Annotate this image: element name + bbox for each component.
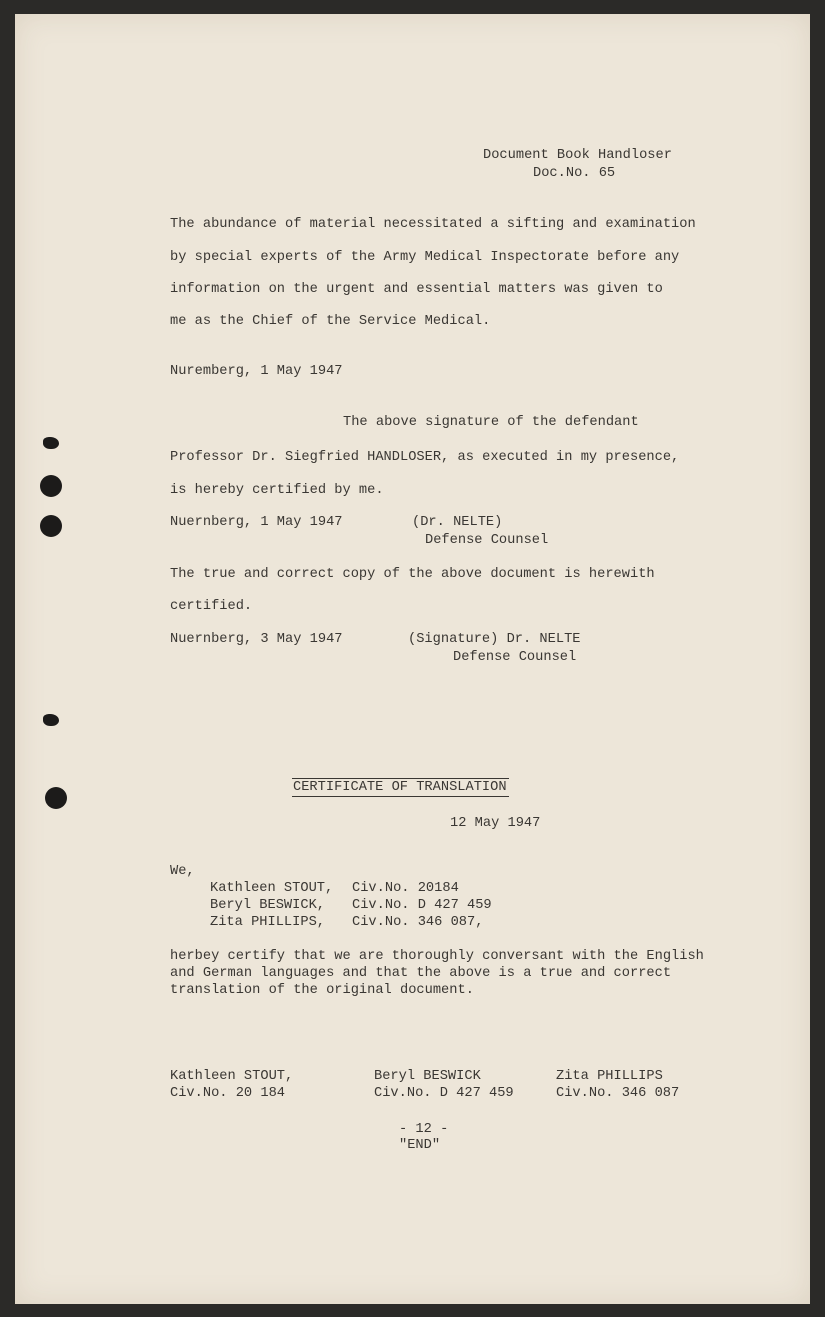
place-date: Nuernberg, 3 May 1947 (170, 632, 343, 647)
signature-name: Zita PHILLIPS (556, 1069, 663, 1084)
signature-name: Beryl BESWICK (374, 1069, 481, 1084)
statement-line: and German languages and that the above is a true and correct (170, 966, 672, 981)
signature-civ: Civ.No. 346 087 (556, 1086, 680, 1101)
title-overline (292, 778, 509, 779)
statement-line: herbey certify that we are thoroughly conversant with the English (170, 949, 704, 964)
signature-name: Kathleen STOUT, (170, 1069, 294, 1084)
punch-hole (43, 437, 59, 449)
doc-number: Doc.No. 65 (533, 166, 616, 181)
place-date: Nuremberg, 1 May 1947 (170, 364, 343, 379)
punch-hole (43, 714, 59, 726)
document-page (15, 14, 810, 1304)
punch-hole (45, 787, 67, 809)
paragraph-line: me as the Chief of the Service Medical. (170, 314, 491, 329)
counsel-title: Defense Counsel (425, 533, 549, 548)
paragraph-line: information on the urgent and essential matters was given to (170, 282, 663, 297)
translator-civ: Civ.No. 20184 (352, 881, 459, 896)
paragraph-line: by special experts of the Army Medical Inspectorate before any (170, 250, 680, 265)
certification-line: is hereby certified by me. (170, 483, 384, 498)
translator-name: Kathleen STOUT, (210, 881, 334, 896)
place-date: Nuernberg, 1 May 1947 (170, 515, 343, 530)
certification-line: The above signature of the defendant (343, 415, 639, 430)
copy-certification-line: The true and correct copy of the above document is herewith (170, 567, 655, 582)
statement-line: translation of the original document. (170, 983, 474, 998)
end-marker: "END" (399, 1138, 441, 1153)
translation-date: 12 May 1947 (450, 816, 541, 831)
doc-book-title: Document Book Handloser (483, 148, 672, 163)
translator-civ: Civ.No. D 427 459 (352, 898, 492, 913)
punch-hole (40, 475, 62, 497)
certification-line: Professor Dr. Siegfried HANDLOSER, as executed in my presence, (170, 450, 680, 465)
counsel-name: (Signature) Dr. NELTE (408, 632, 581, 647)
title-underline (292, 796, 509, 797)
signature-civ: Civ.No. 20 184 (170, 1086, 285, 1101)
page-number: - 12 - (399, 1122, 449, 1137)
paragraph-line: The abundance of material necessitated a sifting and examination (170, 217, 696, 232)
translator-name: Beryl BESWICK, (210, 898, 325, 913)
translator-name: Zita PHILLIPS, (210, 915, 325, 930)
signature-civ: Civ.No. D 427 459 (374, 1086, 514, 1101)
we-label: We, (170, 864, 195, 879)
copy-certification-line: certified. (170, 599, 253, 614)
punch-hole (40, 515, 62, 537)
translator-civ: Civ.No. 346 087, (352, 915, 484, 930)
certificate-title: CERTIFICATE OF TRANSLATION (293, 780, 507, 795)
counsel-name: (Dr. NELTE) (412, 515, 503, 530)
counsel-title: Defense Counsel (453, 650, 577, 665)
